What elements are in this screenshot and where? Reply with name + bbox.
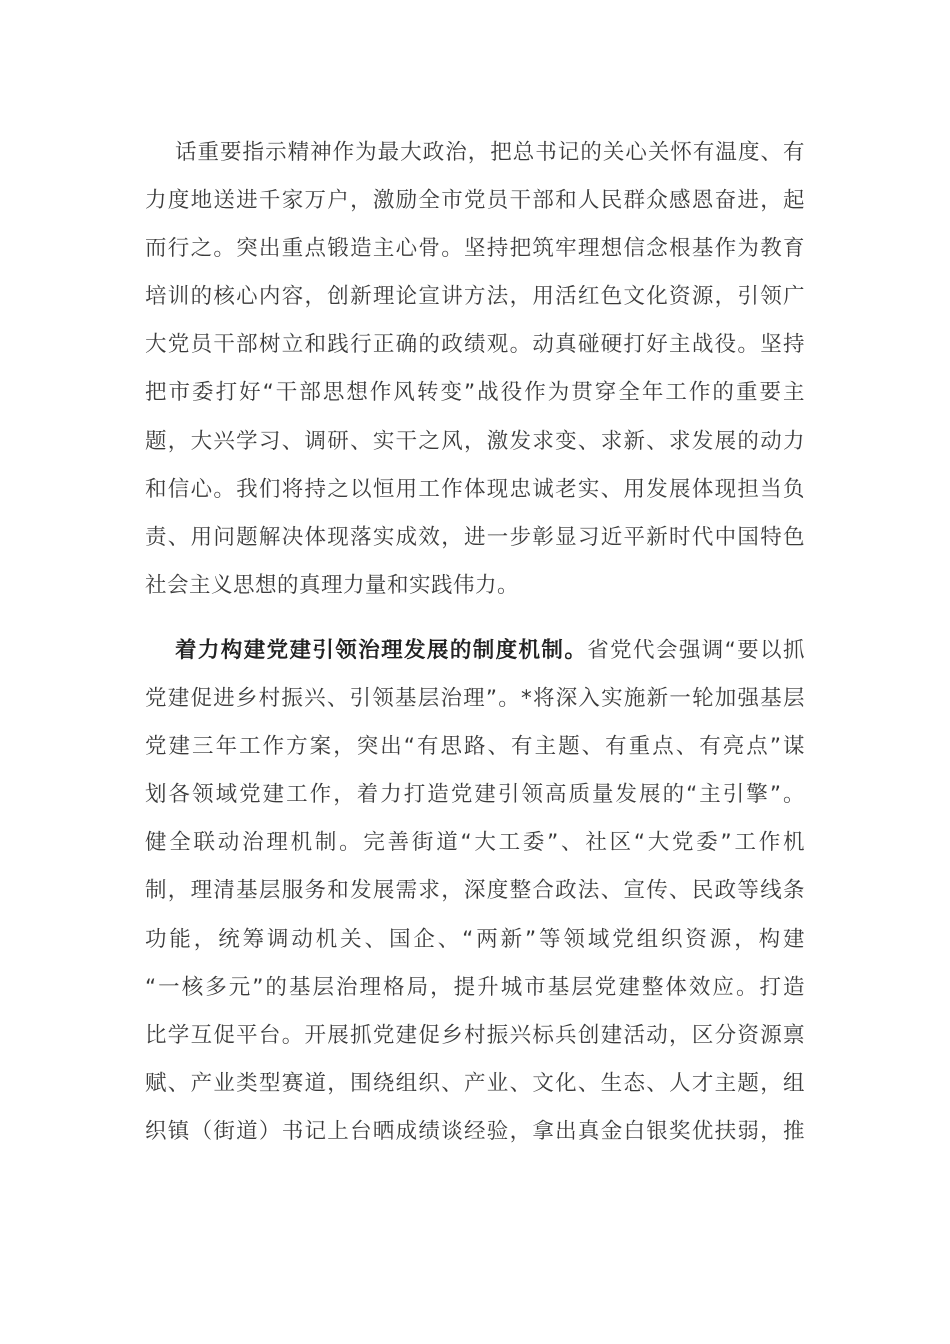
text-line: 制，理清基层服务和发展需求，深度整合政法、宣传、民政等线条: [145, 878, 805, 904]
text-line: 社会主义思想的真理力量和实践伟力。: [145, 572, 520, 598]
text-line: 织镇（街道）书记上台晒成绩谈经验，拿出真金白银奖优扶弱，推: [145, 1118, 805, 1144]
section-heading: 着力构建党建引领治理发展的制度机制。: [175, 637, 588, 663]
text-line: 而行之。突出重点锻造主心骨。坚持把筑牢理想信念根基作为教育: [145, 236, 805, 262]
text-line: 党建三年工作方案，突出“有思路、有主题、有重点、有亮点”谋: [145, 734, 805, 760]
text-line: 把市委打好“干部思想作风转变”战役作为贯穿全年工作的重要主: [145, 380, 805, 406]
text-line: 和信心。我们将持之以恒用工作体现忠诚老实、用发展体现担当负: [145, 476, 805, 502]
text-line: 比学互促平台。开展抓党建促乡村振兴标兵创建活动，区分资源禀: [145, 1022, 805, 1048]
text-line: 力度地送进千家万户，激励全市党员干部和人民群众感恩奋进，起: [145, 188, 805, 214]
text-line: 责、用问题解决体现落实成效，进一步彰显习近平新时代中国特色: [145, 524, 805, 550]
text-line: 培训的核心内容，创新理论宣讲方法，用活红色文化资源，引领广: [145, 284, 805, 310]
paragraph-2: [145, 634, 805, 1163]
paragraph-1: [145, 136, 805, 617]
text-line: [145, 634, 805, 682]
text-line: 话重要指示精神作为最大政治，把总书记的关心关怀有温度、有: [175, 140, 805, 165]
text-line: 题，大兴学习、调研、实干之风，激发求变、求新、求发展的动力: [145, 428, 805, 454]
text-line: 健全联动治理机制。完善街道“大工委”、社区“大党委”工作机: [145, 830, 805, 856]
text-line: 党建促进乡村振兴、引领基层治理”。*将深入实施新一轮加强基层: [145, 686, 805, 712]
text-line: 划各领域党建工作，着力打造党建引领高质量发展的“主引擎”。: [145, 782, 805, 808]
text-line: “一核多元”的基层治理格局，提升城市基层党建整体效应。打造: [145, 974, 805, 1000]
text-line: 大党员干部树立和践行正确的政绩观。动真碰硬打好主战役。坚持: [145, 332, 805, 358]
text-line: 功能，统筹调动机关、国企、“两新”等领域党组织资源，构建: [145, 926, 805, 952]
text-span: 省党代会强调“要以抓: [587, 637, 805, 663]
text-line: 赋、产业类型赛道，围绕组织、产业、文化、生态、人才主题，组: [145, 1070, 805, 1096]
document-page: [145, 136, 805, 1163]
